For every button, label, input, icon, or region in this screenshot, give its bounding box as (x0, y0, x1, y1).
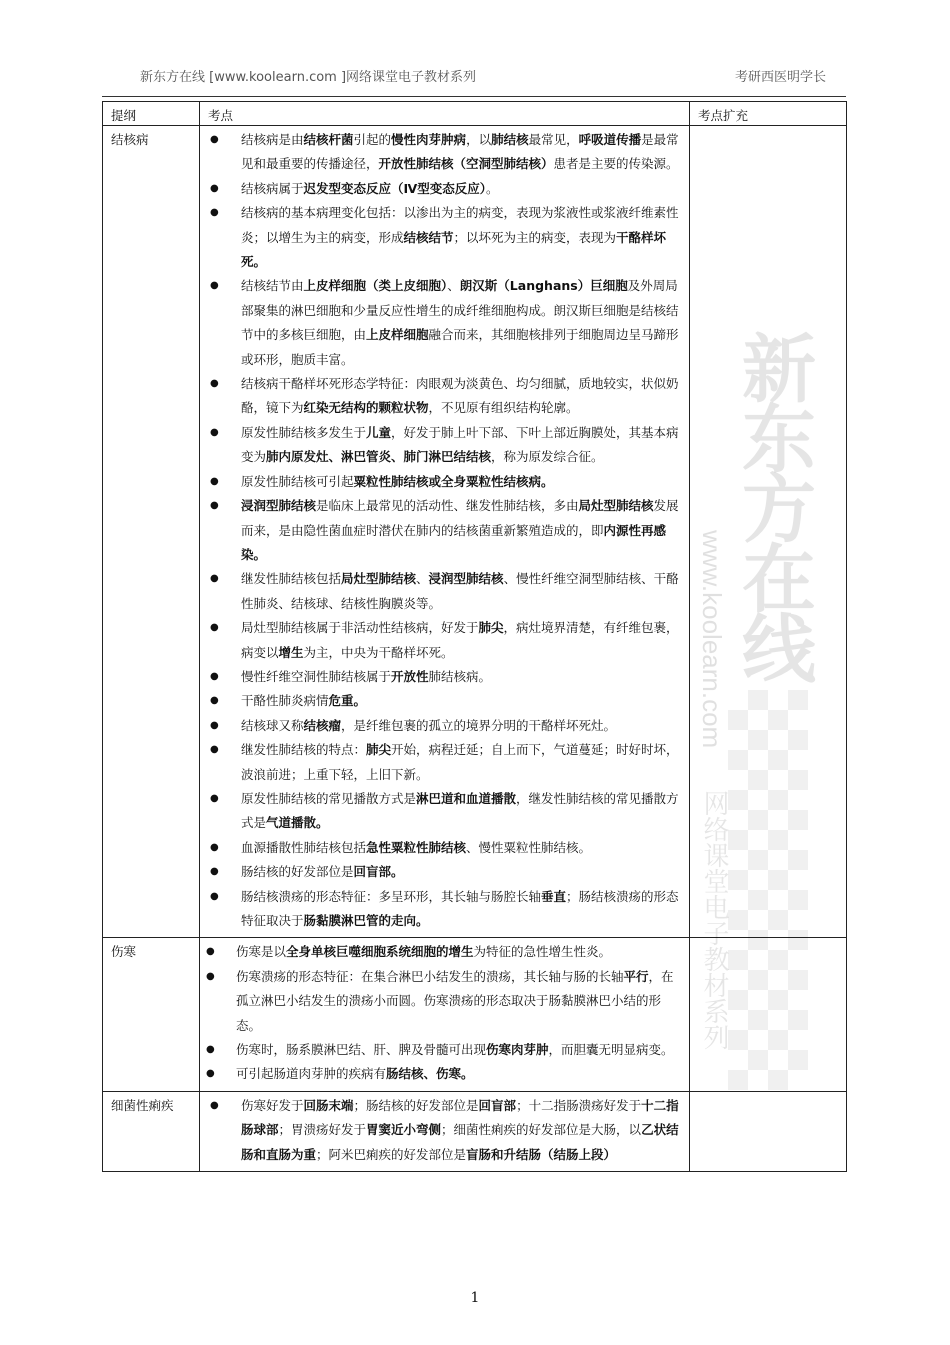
point-text-bold: 结核杆菌 (303, 132, 354, 147)
point-item (206, 1094, 683, 1167)
point-item (206, 689, 683, 713)
point-text-bold: 浸润型肺结核 (241, 498, 317, 514)
point-text: 伤寒是以 (236, 944, 287, 960)
point-text-bold: 浸润型肺结核 (428, 571, 504, 587)
point-text: 结核病干酪样坏死形态学特征：肉眼观为淡黄色、均匀细腻，质地较实，状似奶酪，镜下为 (241, 376, 679, 416)
column-header-points: 考点 (200, 102, 690, 126)
point-item (206, 1062, 683, 1086)
table-header-row (103, 102, 847, 126)
point-item (206, 470, 683, 494)
point-text: 融合而来，其细胞核排列于细胞周边呈马蹄形或环形，胞质丰富。 (241, 327, 679, 367)
table-row (103, 126, 847, 938)
point-text-bold: 肠黏膜淋巴管的走向。 (303, 913, 429, 928)
point-text-bold: 增生 (278, 644, 304, 660)
point-item (206, 177, 683, 201)
outline-table (102, 101, 847, 1172)
point-item (206, 738, 683, 787)
point-text: ；以坏死为主的病变，表现为 (453, 229, 617, 245)
point-text-bold: 局灶型肺结核 (578, 498, 654, 514)
topic-cell: 细菌性痢疾 (103, 1091, 200, 1171)
point-text-bold: 回盲部 (478, 1097, 517, 1113)
point-text: ，在孤立淋巴小结发生的溃疡小而圆。伤寒溃疡的形态取决于肠黏膜淋巴小结的形态。 (236, 968, 674, 1033)
topic-cell: 结核病 (103, 126, 200, 938)
point-text-bold: 红染无结构的颗粒状物 (303, 400, 429, 416)
point-text-bold: 呼吸道传播 (578, 132, 642, 147)
point-text: 伤寒溃疡的形态特征：在集合淋巴小结发生的溃疡，其长轴与肠的长轴 (236, 968, 624, 984)
points-list (206, 940, 683, 1086)
point-item (206, 940, 683, 964)
point-text: ；十二指肠溃疡好发于 (516, 1097, 642, 1113)
point-text: 开始，病程迁延；自上而下，气道蔓延；时好时坏，波浪前进；上重下轻，上旧下新。 (241, 742, 679, 782)
point-text: ，是纤维包裹的孤立的境界分明的干酪样坏死灶。 (341, 717, 617, 733)
point-text: 引起的 (353, 132, 392, 147)
point-text: 、慢性纤维空洞型肺结核、干酪性肺炎、结核球、结核性胸膜炎等。 (241, 571, 679, 611)
watermark-url: www.koolearn.com (697, 530, 727, 749)
point-item (206, 421, 683, 470)
point-text: 、 (447, 278, 460, 294)
point-text-bold: 回肠末端 (303, 1097, 354, 1113)
column-header-extension: 考点扩充 (690, 102, 847, 126)
extension-cell (690, 126, 847, 938)
point-text: ，不见原有组织结构轮廓。 (428, 400, 579, 416)
point-item (206, 128, 683, 177)
point-item (206, 1038, 683, 1062)
table-row (103, 938, 847, 1091)
point-text-bold: 朗汉斯（Langhans）巨细胞 (459, 278, 628, 294)
point-text: 为主，中央为干酪样坏死。 (303, 644, 454, 660)
point-text-bold: 淋巴道和血道播散 (416, 790, 517, 806)
watermark-brand: 新东方在线 (730, 330, 816, 680)
point-text: 局灶型肺结核属于非活动性结核病，好发于 (241, 620, 479, 636)
point-text: 为特征的急性增生性炎。 (473, 944, 612, 960)
point-text-bold: 开放性 (391, 668, 429, 684)
point-text: 结核病属于 (241, 180, 304, 196)
point-text: 、 (416, 571, 429, 587)
point-text-bold: 危重。 (328, 693, 367, 709)
point-text-bold: 局灶型肺结核 (341, 571, 417, 587)
point-text: 发展而来，是由隐性菌血症时潜伏在肺内的结核菌重新繁殖造成的，即 (241, 498, 679, 538)
point-text-bold: 慢性肉芽肿病 (391, 132, 467, 147)
extension-cell (690, 938, 847, 1091)
points-list (206, 1094, 683, 1167)
point-item (206, 665, 683, 689)
point-text: 原发性肺结核可引起 (241, 473, 354, 489)
header-rule (102, 96, 846, 97)
point-text: 继发性肺结核的特点： (241, 742, 367, 758)
point-item (206, 567, 683, 616)
point-text: 、慢性粟粒性肺结核。 (466, 839, 592, 855)
point-item (206, 372, 683, 421)
point-text: 。 (486, 180, 499, 196)
point-text-bold: 平行 (623, 968, 649, 984)
point-item (206, 885, 683, 934)
table-row (103, 1091, 847, 1171)
header-right: 考研西医明学长 (734, 70, 826, 85)
points-list (206, 128, 683, 933)
point-text: ；细菌性痢疾的好发部位是大肠，以 (441, 1122, 642, 1138)
point-text: 结核病的基本病理变化包括：以渗出为主的病变，表现为浆液性或浆液纤维素性炎；以增生为主的病变，形成 (241, 205, 679, 245)
point-item (206, 494, 683, 567)
point-text-bold: 回盲部。 (353, 864, 404, 880)
point-text-bold: 内源性再感染。 (241, 522, 667, 562)
points-cell (200, 938, 690, 1091)
point-text: 伤寒时，肠系膜淋巴结、肝、脾及骨髓可出现 (236, 1042, 487, 1058)
point-text: ，而胆囊无明显病变。 (548, 1042, 674, 1058)
point-text-bold: 伤寒肉芽肿 (486, 1042, 549, 1058)
point-text-bold: 盲肠和升结肠（结肠上段） (466, 1146, 617, 1162)
point-text-bold: 干酪样坏死。 (241, 229, 667, 270)
point-text-bold: 乙状结肠和直肠为重 (241, 1122, 679, 1162)
header-left: 新东方在线 [www.koolearn.com ]网络课堂电子教材系列 (140, 70, 477, 85)
point-text-bold: 开放性肺结核（空洞型肺结核） (378, 156, 554, 172)
point-text-bold: 肺结核 (491, 132, 529, 147)
point-text-bold: 儿童 (366, 424, 392, 440)
point-text: 是临床上最常见的活动性、继发性肺结核，多由 (316, 498, 579, 514)
point-text-bold: 胃窦近小弯侧 (366, 1122, 442, 1138)
point-text: ，继发性肺结核的常见播散方式是 (241, 790, 679, 831)
point-text: ，病灶境界清楚，有纤维包裹，病变以 (241, 620, 679, 660)
point-text: 继发性肺结核包括 (241, 571, 342, 587)
point-text: 结核球又称 (241, 717, 304, 733)
point-text: 伤寒好发于 (241, 1097, 304, 1113)
point-text: 是最常见和最重要的传播途径， (241, 132, 679, 172)
point-text: 及外周局部聚集的淋巴细胞和少量反应性增生的成纤维细胞构成。朗汉斯巨细胞是结核结节中的多核巨细胞，由 (241, 278, 679, 343)
watermark-subtitle: 网络课堂电子教材系列 (699, 790, 729, 1050)
point-text-bold: 肺尖 (366, 742, 392, 758)
point-text: 原发性肺结核的常见播散方式是 (241, 790, 417, 806)
point-text-bold: 肠结核、伤寒。 (386, 1066, 474, 1082)
point-text: 可引起肠道肉芽肿的疾病有 (236, 1066, 387, 1082)
point-text-bold: 垂直 (541, 888, 567, 904)
point-item (206, 274, 683, 372)
point-text: 肠结核溃疡的形态特征：多呈环形，其长轴与肠腔长轴 (241, 888, 542, 904)
point-item (206, 616, 683, 665)
point-text-bold: 上皮样细胞（类上皮细胞） (303, 278, 448, 294)
point-text: ，好发于肺上叶下部、下叶上部近胸膜处，其基本病变为 (241, 424, 679, 465)
point-item (206, 714, 683, 738)
point-text: ，以 (466, 132, 492, 147)
point-text-bold: 气道播散。 (266, 815, 329, 831)
point-text-bold: 肺尖 (478, 620, 504, 636)
point-text: ；胃溃疡好发于 (278, 1122, 367, 1138)
column-header-outline: 提纲 (103, 102, 200, 126)
point-text-bold: 急性粟粒性肺结核 (366, 839, 467, 855)
point-text: 肺结核病。 (428, 668, 492, 684)
point-item (206, 860, 683, 884)
point-item (206, 787, 683, 836)
point-text-bold: 结核瘤 (303, 717, 342, 733)
topic-cell: 伤寒 (103, 938, 200, 1091)
point-text: 干酪性肺炎病情 (241, 693, 329, 709)
point-text-bold: 迟发型变态反应（Ⅳ型变态反应） (303, 180, 486, 196)
point-text: ；肠结核的好发部位是 (353, 1097, 479, 1113)
points-cell (200, 1091, 690, 1171)
point-text: ，称为原发综合征。 (491, 449, 604, 465)
point-text-bold: 肺内原发灶、淋巴管炎、肺门淋巴结结核 (266, 449, 492, 465)
point-text: 慢性纤维空洞性肺结核属于 (241, 668, 392, 684)
point-text-bold: 上皮样细胞 (366, 327, 429, 343)
point-text: 肠结核的好发部位是 (241, 864, 354, 880)
point-text: 血源播散性肺结核包括 (241, 839, 367, 855)
point-item (206, 836, 683, 860)
point-item (206, 201, 683, 274)
point-text: 结核结节由 (241, 278, 304, 294)
points-cell (200, 126, 690, 938)
point-text-bold: 结核结节 (403, 229, 454, 245)
point-text: 结核病是由 (241, 132, 304, 147)
extension-cell (690, 1091, 847, 1171)
point-text-bold: 全身单核巨噬细胞系统细胞的增生 (286, 944, 474, 960)
point-text-bold: 粟粒性肺结核或全身粟粒性结核病。 (353, 473, 554, 489)
point-text: ；阿米巴痢疾的好发部位是 (316, 1146, 467, 1162)
point-text: 患者是主要的传染源。 (553, 156, 679, 172)
point-text: 原发性肺结核多发生于 (241, 424, 367, 440)
point-text: 最常见， (528, 132, 579, 147)
page-number: 1 (470, 1290, 480, 1306)
point-text: ；肠结核溃疡的形态特征取决于 (241, 888, 679, 928)
point-text-bold: 十二指肠球部 (241, 1097, 679, 1138)
point-item (206, 965, 683, 1038)
